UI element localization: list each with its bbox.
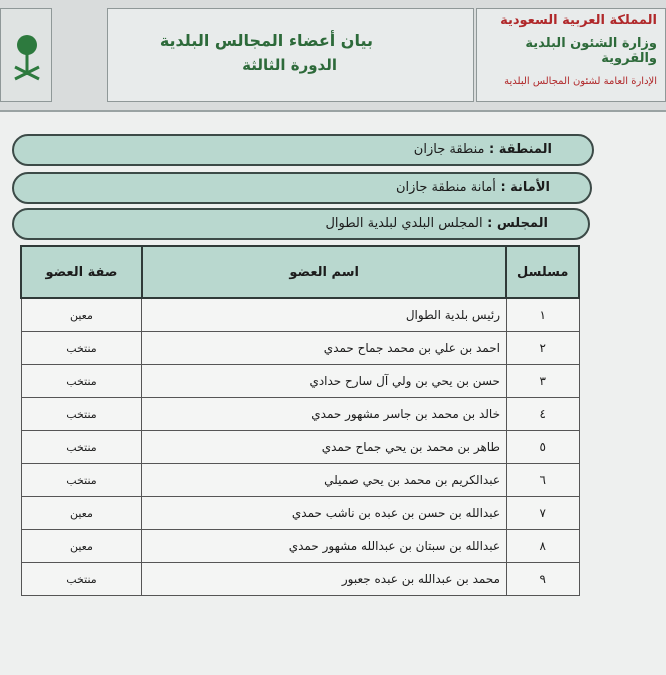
table-row — [21, 497, 579, 530]
region-value: منطقة جازان — [413, 142, 485, 157]
table-row — [21, 398, 579, 431]
ministry-name: وزارة الشئون البلدية والقروية — [525, 36, 657, 66]
row-num: ٢ — [506, 332, 579, 365]
member-role: منتخب — [21, 365, 142, 398]
table-header-row — [21, 246, 579, 298]
member-role: منتخب — [21, 398, 142, 431]
council-value: المجلس البلدي لبلدية الطوال — [325, 216, 483, 231]
member-role: منتخب — [21, 563, 142, 596]
member-role: منتخب — [21, 431, 142, 464]
table-row — [21, 298, 579, 332]
saudi-emblem-icon — [9, 31, 45, 83]
col-header-num: مسلسل — [506, 246, 579, 298]
table-row — [21, 431, 579, 464]
member-name: محمد بن عبدالله بن عبده جعبور — [142, 563, 507, 596]
row-num: ١ — [506, 298, 579, 332]
member-name: حسن بن يحي بن ولي آل سارح حدادي — [142, 365, 507, 398]
ministry-box — [476, 8, 666, 102]
table-row — [21, 530, 579, 563]
col-header-role: صفة العضو — [21, 246, 142, 298]
logo-box — [0, 8, 52, 102]
document-title: بيان أعضاء المجالس البلدية — [159, 31, 373, 50]
member-role: منتخب — [21, 464, 142, 497]
council-label: المجلس : — [487, 216, 548, 231]
row-num: ٤ — [506, 398, 579, 431]
member-name: عبدالله بن سبتان بن عبدالله مشهور حمدي — [142, 530, 507, 563]
table-row — [21, 563, 579, 596]
member-name: طاهر بن محمد بن يحي جماح حمدي — [142, 431, 507, 464]
col-header-name: اسم العضو — [142, 246, 507, 298]
table-row — [21, 332, 579, 365]
municipality-value: أمانة منطقة جازان — [395, 180, 496, 195]
member-name: خالد بن محمد بن جاسر مشهور حمدي — [142, 398, 507, 431]
document-subtitle: الدورة الثالثة — [242, 56, 337, 74]
row-num: ٣ — [506, 365, 579, 398]
table-row — [21, 365, 579, 398]
row-num: ٩ — [506, 563, 579, 596]
table-row — [21, 464, 579, 497]
member-role: معين — [21, 298, 142, 332]
council-field — [12, 208, 590, 240]
region-label: المنطقة : — [489, 142, 552, 157]
member-role: منتخب — [21, 332, 142, 365]
member-name: عبدالكريم بن محمد بن يحي صميلي — [142, 464, 507, 497]
title-box — [107, 8, 474, 102]
municipality-field — [12, 172, 592, 204]
member-name: رئيس بلدية الطوال — [142, 298, 507, 332]
row-num: ٦ — [506, 464, 579, 497]
member-name: عبدالله بن حسن بن عبده بن ناشب حمدي — [142, 497, 507, 530]
country-name: المملكة العربية السعودية — [500, 13, 657, 28]
region-field — [12, 134, 594, 166]
row-num: ٨ — [506, 530, 579, 563]
member-role: معين — [21, 497, 142, 530]
row-num: ٥ — [506, 431, 579, 464]
document-header — [0, 0, 666, 112]
municipality-label: الأمانة : — [500, 180, 550, 195]
member-role: معين — [21, 530, 142, 563]
member-name: احمد بن علي بن محمد جماح حمدي — [142, 332, 507, 365]
members-table — [20, 245, 580, 596]
row-num: ٧ — [506, 497, 579, 530]
department-name: الإدارة العامة لشئون المجالس البلدية — [504, 76, 657, 87]
